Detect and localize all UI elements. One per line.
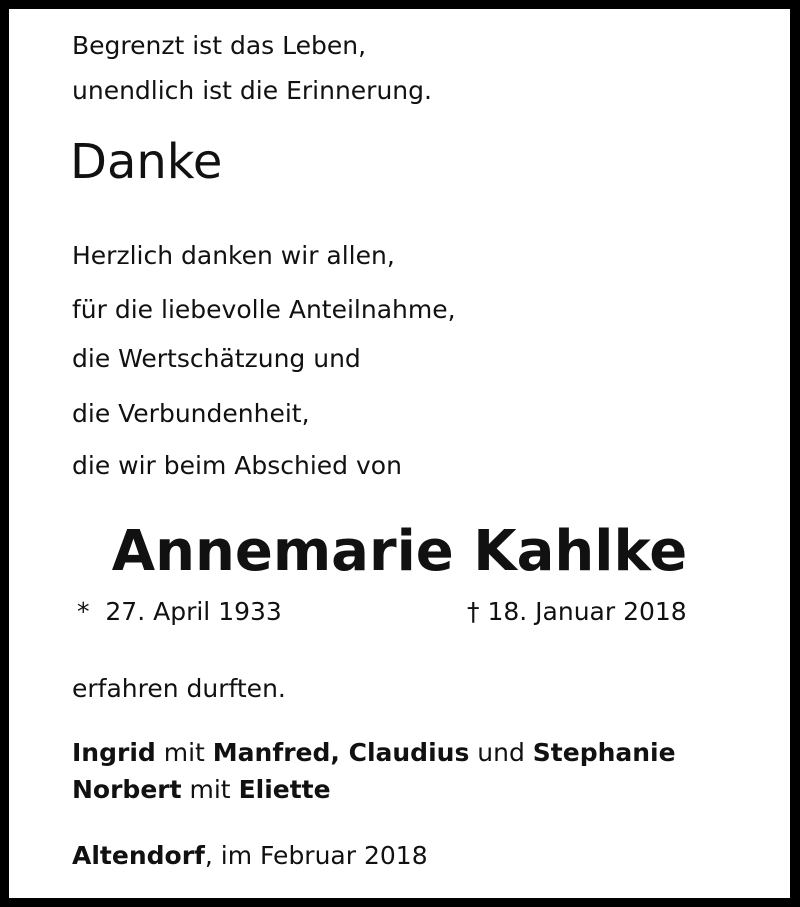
birth-date-text: 27. April 1933	[105, 597, 282, 626]
paragraph-line-5: die wir beim Abschied von	[72, 451, 402, 480]
place-date: Altendorf, im Februar 2018	[72, 841, 428, 870]
heading: Danke	[70, 134, 223, 190]
family-line-1: Ingrid mit Manfred, Claudius und Stephanie	[72, 738, 676, 767]
death-date-text: 18. Januar 2018	[487, 597, 687, 626]
closing-line: erfahren durften.	[72, 674, 286, 703]
family-line-2: Norbert mit Eliette	[72, 775, 331, 804]
paragraph-line-3: die Wertschätzung und	[72, 344, 361, 373]
motto-line-1: Begrenzt ist das Leben,	[72, 31, 367, 60]
deceased-name: Annemarie Kahlke	[111, 519, 688, 584]
death-date	[467, 599, 687, 624]
paragraph-line-2: für die liebevolle Anteilnahme,	[72, 295, 456, 324]
paragraph-line-1: Herzlich danken wir allen,	[72, 241, 395, 270]
death-cross-icon: †	[467, 597, 480, 626]
birth-star-icon: *	[77, 597, 90, 626]
motto-line-2: unendlich ist die Erinnerung.	[72, 76, 432, 105]
paragraph-line-4: die Verbundenheit,	[72, 399, 310, 428]
birth-date	[77, 599, 282, 624]
notice-page	[9, 9, 790, 898]
